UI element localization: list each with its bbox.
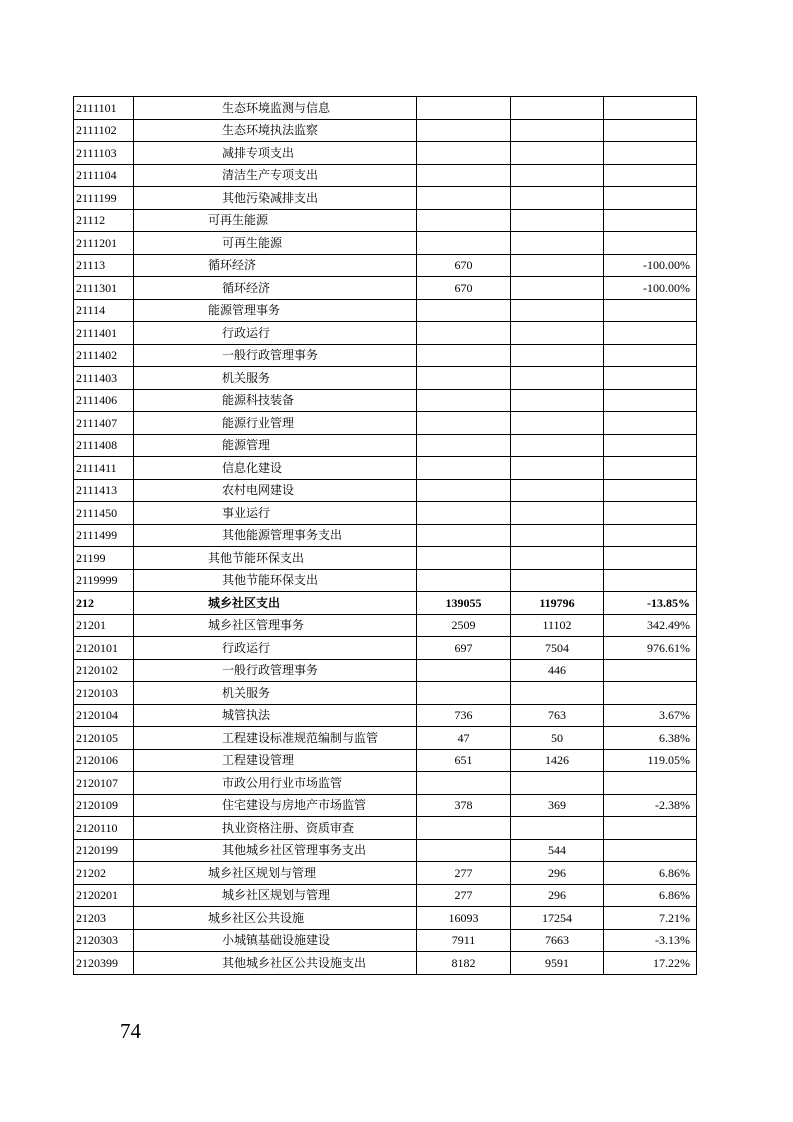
row-change-pct xyxy=(604,299,697,322)
row-change-pct xyxy=(604,187,697,210)
table-row xyxy=(74,637,697,660)
row-value-2019: 7911 xyxy=(417,929,511,952)
row-value-2019: 277 xyxy=(417,884,511,907)
row-value-2020 xyxy=(511,322,604,345)
row-change-pct xyxy=(604,322,697,345)
page-number: 74 xyxy=(120,1019,141,1043)
row-code: 2111402 xyxy=(74,344,134,367)
row-value-2019: 16093 xyxy=(417,907,511,930)
row-change-pct: 119.05% xyxy=(604,749,697,772)
row-change-pct xyxy=(604,164,697,187)
row-value-2019 xyxy=(417,367,511,390)
row-code: 2120199 xyxy=(74,839,134,862)
row-name: 城乡社区规划与管理 xyxy=(134,884,417,907)
row-value-2020 xyxy=(511,569,604,592)
row-name: 能源管理事务 xyxy=(134,299,417,322)
row-name: 小城镇基础设施建设 xyxy=(134,929,417,952)
row-change-pct: -2.38% xyxy=(604,794,697,817)
row-code: 2111104 xyxy=(74,164,134,187)
row-name: 信息化建设 xyxy=(134,457,417,480)
row-code: 2111411 xyxy=(74,457,134,480)
row-name: 其他城乡社区管理事务支出 xyxy=(134,839,417,862)
row-name: 农村电网建设 xyxy=(134,479,417,502)
row-code: 21112 xyxy=(74,209,134,232)
row-value-2020 xyxy=(511,187,604,210)
table-row xyxy=(74,569,697,592)
row-change-pct xyxy=(604,344,697,367)
row-value-2019: 2509 xyxy=(417,614,511,637)
row-change-pct: 6.38% xyxy=(604,727,697,750)
table-row xyxy=(74,659,697,682)
row-name: 一般行政管理事务 xyxy=(134,659,417,682)
row-name: 循环经济 xyxy=(134,277,417,300)
table-row xyxy=(74,254,697,277)
row-code: 2111101 xyxy=(74,97,134,120)
row-change-pct xyxy=(604,142,697,165)
row-name: 城乡社区支出 xyxy=(134,592,417,615)
row-code: 2111407 xyxy=(74,412,134,435)
row-code: 2111199 xyxy=(74,187,134,210)
table-row xyxy=(74,367,697,390)
row-value-2020: 9591 xyxy=(511,952,604,975)
table-row xyxy=(74,187,697,210)
row-value-2020 xyxy=(511,502,604,525)
row-change-pct: 6.86% xyxy=(604,884,697,907)
row-value-2019 xyxy=(417,97,511,120)
row-change-pct xyxy=(604,524,697,547)
table-row xyxy=(74,389,697,412)
row-code: 21199 xyxy=(74,547,134,570)
row-value-2020 xyxy=(511,367,604,390)
row-value-2019 xyxy=(417,524,511,547)
row-change-pct xyxy=(604,389,697,412)
row-value-2019 xyxy=(417,209,511,232)
table-row xyxy=(74,772,697,795)
row-value-2020 xyxy=(511,97,604,120)
row-name: 工程建设标准规范编制与监管 xyxy=(134,727,417,750)
row-value-2020 xyxy=(511,254,604,277)
row-value-2019: 736 xyxy=(417,704,511,727)
row-name: 机关服务 xyxy=(134,682,417,705)
row-value-2019: 670 xyxy=(417,277,511,300)
row-value-2020: 7663 xyxy=(511,929,604,952)
row-code: 2120109 xyxy=(74,794,134,817)
table-row xyxy=(74,277,697,300)
table-row xyxy=(74,97,697,120)
row-change-pct xyxy=(604,569,697,592)
table-row xyxy=(74,907,697,930)
row-name: 城乡社区管理事务 xyxy=(134,614,417,637)
row-code: 2111403 xyxy=(74,367,134,390)
row-value-2020 xyxy=(511,817,604,840)
row-name: 其他城乡社区公共设施支出 xyxy=(134,952,417,975)
row-value-2020 xyxy=(511,344,604,367)
row-value-2019 xyxy=(417,232,511,255)
table-row xyxy=(74,817,697,840)
row-value-2020 xyxy=(511,479,604,502)
row-name: 城管执法 xyxy=(134,704,417,727)
row-code: 2111301 xyxy=(74,277,134,300)
row-value-2019: 139055 xyxy=(417,592,511,615)
table-row xyxy=(74,839,697,862)
row-name: 其他节能环保支出 xyxy=(134,547,417,570)
row-value-2019 xyxy=(417,547,511,570)
row-value-2020 xyxy=(511,164,604,187)
row-change-pct: 3.67% xyxy=(604,704,697,727)
row-value-2019 xyxy=(417,412,511,435)
row-value-2019 xyxy=(417,502,511,525)
row-value-2020: 11102 xyxy=(511,614,604,637)
row-code: 2111102 xyxy=(74,119,134,142)
row-name: 城乡社区规划与管理 xyxy=(134,862,417,885)
row-value-2019 xyxy=(417,457,511,480)
row-value-2020 xyxy=(511,389,604,412)
row-value-2020 xyxy=(511,457,604,480)
row-change-pct: 976.61% xyxy=(604,637,697,660)
row-value-2019 xyxy=(417,344,511,367)
table-row xyxy=(74,524,697,547)
row-name: 能源行业管理 xyxy=(134,412,417,435)
row-name: 事业运行 xyxy=(134,502,417,525)
row-name: 减排专项支出 xyxy=(134,142,417,165)
row-value-2019: 697 xyxy=(417,637,511,660)
table-row xyxy=(74,502,697,525)
table-row xyxy=(74,884,697,907)
row-value-2019 xyxy=(417,322,511,345)
row-value-2020 xyxy=(511,412,604,435)
row-value-2020: 544 xyxy=(511,839,604,862)
row-change-pct xyxy=(604,119,697,142)
row-change-pct xyxy=(604,547,697,570)
row-value-2020 xyxy=(511,772,604,795)
row-code: 21113 xyxy=(74,254,134,277)
row-value-2019 xyxy=(417,839,511,862)
row-change-pct: -3.13% xyxy=(604,929,697,952)
row-change-pct xyxy=(604,502,697,525)
row-code: 2111201 xyxy=(74,232,134,255)
row-value-2020: 119796 xyxy=(511,592,604,615)
row-value-2019 xyxy=(417,682,511,705)
row-value-2020 xyxy=(511,277,604,300)
row-code: 2120201 xyxy=(74,884,134,907)
table-row xyxy=(74,142,697,165)
row-change-pct: -100.00% xyxy=(604,277,697,300)
row-code: 212 xyxy=(74,592,134,615)
row-value-2019 xyxy=(417,389,511,412)
table-row xyxy=(74,119,697,142)
row-value-2020: 446 xyxy=(511,659,604,682)
row-code: 2111103 xyxy=(74,142,134,165)
row-change-pct xyxy=(604,232,697,255)
table-row xyxy=(74,929,697,952)
row-code: 21201 xyxy=(74,614,134,637)
row-name: 可再生能源 xyxy=(134,209,417,232)
row-code: 2111450 xyxy=(74,502,134,525)
row-code: 2120106 xyxy=(74,749,134,772)
row-code: 2120101 xyxy=(74,637,134,660)
row-value-2020 xyxy=(511,434,604,457)
row-code: 21202 xyxy=(74,862,134,885)
row-value-2019 xyxy=(417,119,511,142)
row-name: 循环经济 xyxy=(134,254,417,277)
row-change-pct xyxy=(604,839,697,862)
row-code: 21203 xyxy=(74,907,134,930)
row-name: 城乡社区公共设施 xyxy=(134,907,417,930)
row-change-pct: 342.49% xyxy=(604,614,697,637)
row-name: 行政运行 xyxy=(134,322,417,345)
table-row xyxy=(74,479,697,502)
row-name: 生态环境监测与信息 xyxy=(134,97,417,120)
row-name: 其他能源管理事务支出 xyxy=(134,524,417,547)
row-value-2020 xyxy=(511,547,604,570)
row-change-pct xyxy=(604,367,697,390)
row-value-2019 xyxy=(417,299,511,322)
row-change-pct xyxy=(604,772,697,795)
row-code: 2120105 xyxy=(74,727,134,750)
table-row xyxy=(74,457,697,480)
row-change-pct xyxy=(604,817,697,840)
row-value-2020 xyxy=(511,142,604,165)
row-value-2020 xyxy=(511,232,604,255)
row-code: 2120110 xyxy=(74,817,134,840)
row-value-2019: 670 xyxy=(417,254,511,277)
row-name: 工程建设管理 xyxy=(134,749,417,772)
row-name: 市政公用行业市场监管 xyxy=(134,772,417,795)
row-change-pct xyxy=(604,434,697,457)
table-row xyxy=(74,727,697,750)
row-value-2019 xyxy=(417,434,511,457)
row-value-2019 xyxy=(417,569,511,592)
table-row xyxy=(74,299,697,322)
row-code: 2120102 xyxy=(74,659,134,682)
row-change-pct xyxy=(604,412,697,435)
row-code: 2120303 xyxy=(74,929,134,952)
table-row xyxy=(74,682,697,705)
table-row xyxy=(74,749,697,772)
row-change-pct: 6.86% xyxy=(604,862,697,885)
row-code: 2119999 xyxy=(74,569,134,592)
row-name: 执业资格注册、资质审查 xyxy=(134,817,417,840)
row-code: 21114 xyxy=(74,299,134,322)
row-value-2020 xyxy=(511,119,604,142)
row-code: 2120103 xyxy=(74,682,134,705)
table-row xyxy=(74,232,697,255)
row-value-2019 xyxy=(417,479,511,502)
row-value-2020: 763 xyxy=(511,704,604,727)
table-row xyxy=(74,547,697,570)
row-value-2019 xyxy=(417,659,511,682)
row-change-pct xyxy=(604,209,697,232)
row-code: 2111408 xyxy=(74,434,134,457)
row-name: 机关服务 xyxy=(134,367,417,390)
row-name: 能源科技装备 xyxy=(134,389,417,412)
row-value-2020: 1426 xyxy=(511,749,604,772)
row-value-2020 xyxy=(511,682,604,705)
row-change-pct: -100.00% xyxy=(604,254,697,277)
row-value-2020: 50 xyxy=(511,727,604,750)
row-change-pct xyxy=(604,682,697,705)
row-name: 其他节能环保支出 xyxy=(134,569,417,592)
row-value-2019 xyxy=(417,187,511,210)
row-change-pct xyxy=(604,97,697,120)
row-name: 能源管理 xyxy=(134,434,417,457)
row-code: 2111401 xyxy=(74,322,134,345)
table-row xyxy=(74,614,697,637)
row-code: 2120104 xyxy=(74,704,134,727)
table-row xyxy=(74,322,697,345)
table-row xyxy=(74,952,697,975)
row-change-pct xyxy=(604,457,697,480)
row-value-2019: 8182 xyxy=(417,952,511,975)
row-value-2020 xyxy=(511,524,604,547)
row-name: 清洁生产专项支出 xyxy=(134,164,417,187)
row-value-2020: 296 xyxy=(511,862,604,885)
table-row xyxy=(74,209,697,232)
row-code: 2111499 xyxy=(74,524,134,547)
row-value-2019: 47 xyxy=(417,727,511,750)
row-value-2019 xyxy=(417,142,511,165)
row-value-2019: 651 xyxy=(417,749,511,772)
row-name: 可再生能源 xyxy=(134,232,417,255)
row-value-2020 xyxy=(511,209,604,232)
row-value-2019 xyxy=(417,817,511,840)
row-value-2020 xyxy=(511,299,604,322)
row-change-pct: 17.22% xyxy=(604,952,697,975)
row-name: 行政运行 xyxy=(134,637,417,660)
row-code: 2120399 xyxy=(74,952,134,975)
row-value-2019 xyxy=(417,772,511,795)
row-value-2019 xyxy=(417,164,511,187)
table-row xyxy=(74,862,697,885)
table-row xyxy=(74,434,697,457)
row-name: 一般行政管理事务 xyxy=(134,344,417,367)
row-change-pct xyxy=(604,479,697,502)
row-name: 生态环境执法监察 xyxy=(134,119,417,142)
table-row xyxy=(74,704,697,727)
row-change-pct: 7.21% xyxy=(604,907,697,930)
row-name: 住宅建设与房地产市场监管 xyxy=(134,794,417,817)
row-value-2020: 7504 xyxy=(511,637,604,660)
table-row xyxy=(74,164,697,187)
row-value-2019: 378 xyxy=(417,794,511,817)
row-change-pct: -13.85% xyxy=(604,592,697,615)
row-value-2020: 369 xyxy=(511,794,604,817)
table-row xyxy=(74,592,697,615)
table-body xyxy=(74,97,697,975)
row-value-2019: 277 xyxy=(417,862,511,885)
table-row xyxy=(74,412,697,435)
row-code: 2111413 xyxy=(74,479,134,502)
table-row xyxy=(74,794,697,817)
budget-table xyxy=(73,96,697,975)
table-row xyxy=(74,344,697,367)
row-code: 2120107 xyxy=(74,772,134,795)
row-name: 其他污染减排支出 xyxy=(134,187,417,210)
row-code: 2111406 xyxy=(74,389,134,412)
row-change-pct xyxy=(604,659,697,682)
row-value-2020: 296 xyxy=(511,884,604,907)
row-value-2020: 17254 xyxy=(511,907,604,930)
